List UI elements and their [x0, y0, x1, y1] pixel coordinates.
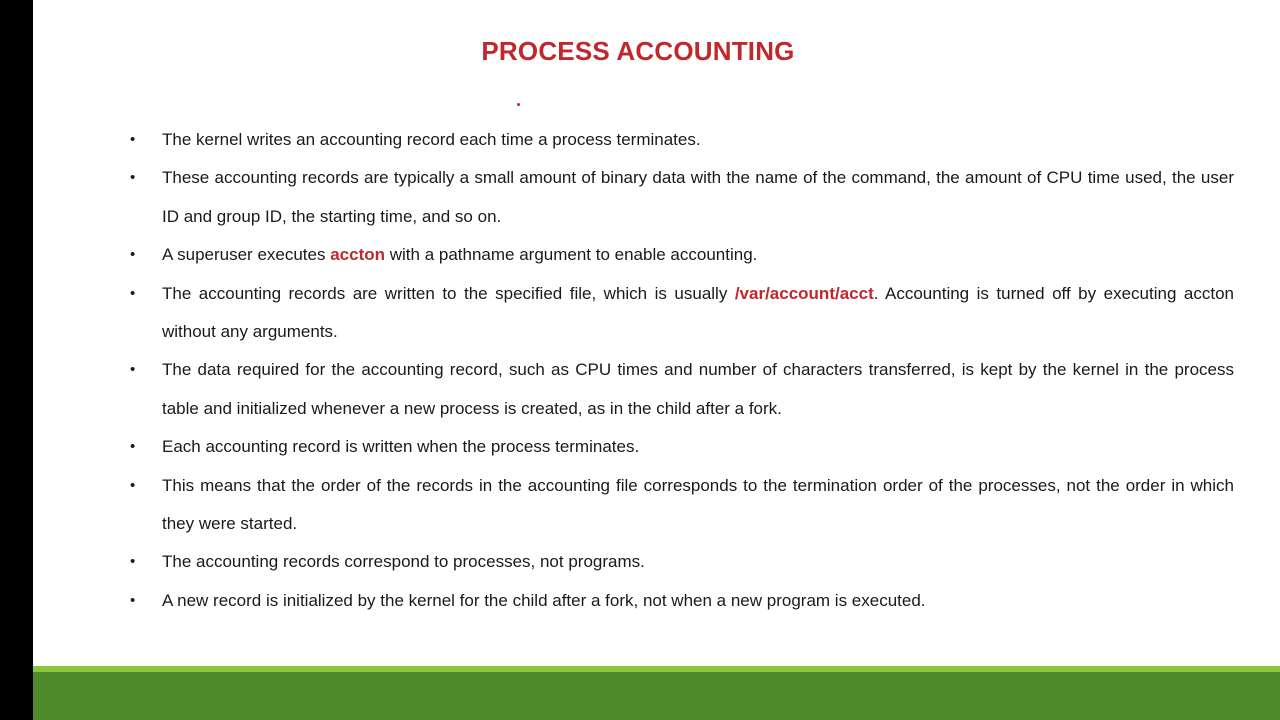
bullet-item	[130, 121, 1234, 159]
bullet-list	[130, 121, 1234, 620]
bullet-item	[130, 582, 1234, 620]
bullet-icon: •	[130, 438, 136, 456]
bullet-item	[130, 275, 1234, 352]
bullet-icon: •	[130, 476, 136, 494]
bullet-icon: •	[130, 361, 136, 379]
bullet-text: A new record is initialized by the kernel for the child after a fork, not when a new program is executed.	[162, 590, 926, 610]
bullet-icon: •	[130, 131, 136, 148]
highlighted-term: /var/account/acct	[734, 283, 874, 303]
bullet-item	[130, 467, 1234, 544]
bullet-text: The accounting records correspond to processes, not programs.	[162, 552, 645, 572]
slide-title: PROCESS ACCOUNTING	[481, 36, 795, 66]
bullet-icon: •	[130, 553, 136, 571]
bullet-text: Each accounting record is written when the process terminates.	[162, 437, 640, 457]
bullet-text: with a pathname argument to enable accounting.	[385, 245, 758, 265]
bullet-text: The data required for the accounting record, such as CPU times and number of characters transferred, is kept by the kernel in the process table and initialized whenever a new process is created, as in the child after a fork.	[162, 360, 1234, 418]
bullet-icon: •	[130, 284, 136, 302]
stray-dot	[517, 103, 520, 106]
bullet-icon: •	[130, 169, 136, 187]
bullet-text: The kernel writes an accounting record each time a process terminates.	[162, 130, 701, 149]
bullet-icon: •	[130, 246, 136, 264]
footer-bar	[33, 672, 1280, 720]
highlighted-term: accton	[330, 245, 386, 265]
bullet-icon: •	[130, 591, 136, 609]
bullet-text: . Accounting is turned off by executing accton without any arguments.	[162, 283, 1234, 342]
bullet-item	[130, 159, 1234, 236]
slide	[33, 0, 1280, 720]
bullet-item	[130, 351, 1234, 428]
bullet-item	[130, 428, 1234, 466]
bullet-text: This means that the order of the records in the accounting file corresponds to the termination order of the processes, not the order in which they were started.	[162, 475, 1234, 534]
bullet-text: A superuser executes	[162, 245, 331, 265]
bullet-text: These accounting records are typically a small amount of binary data with the name of the command, the amount of CPU time used, the user ID and group ID, the starting time, and so on.	[162, 168, 1234, 226]
bullet-item	[130, 543, 1234, 581]
bullet-item	[130, 236, 1234, 274]
bullet-text: The accounting records are written to the specified file, which is usually	[162, 283, 735, 303]
